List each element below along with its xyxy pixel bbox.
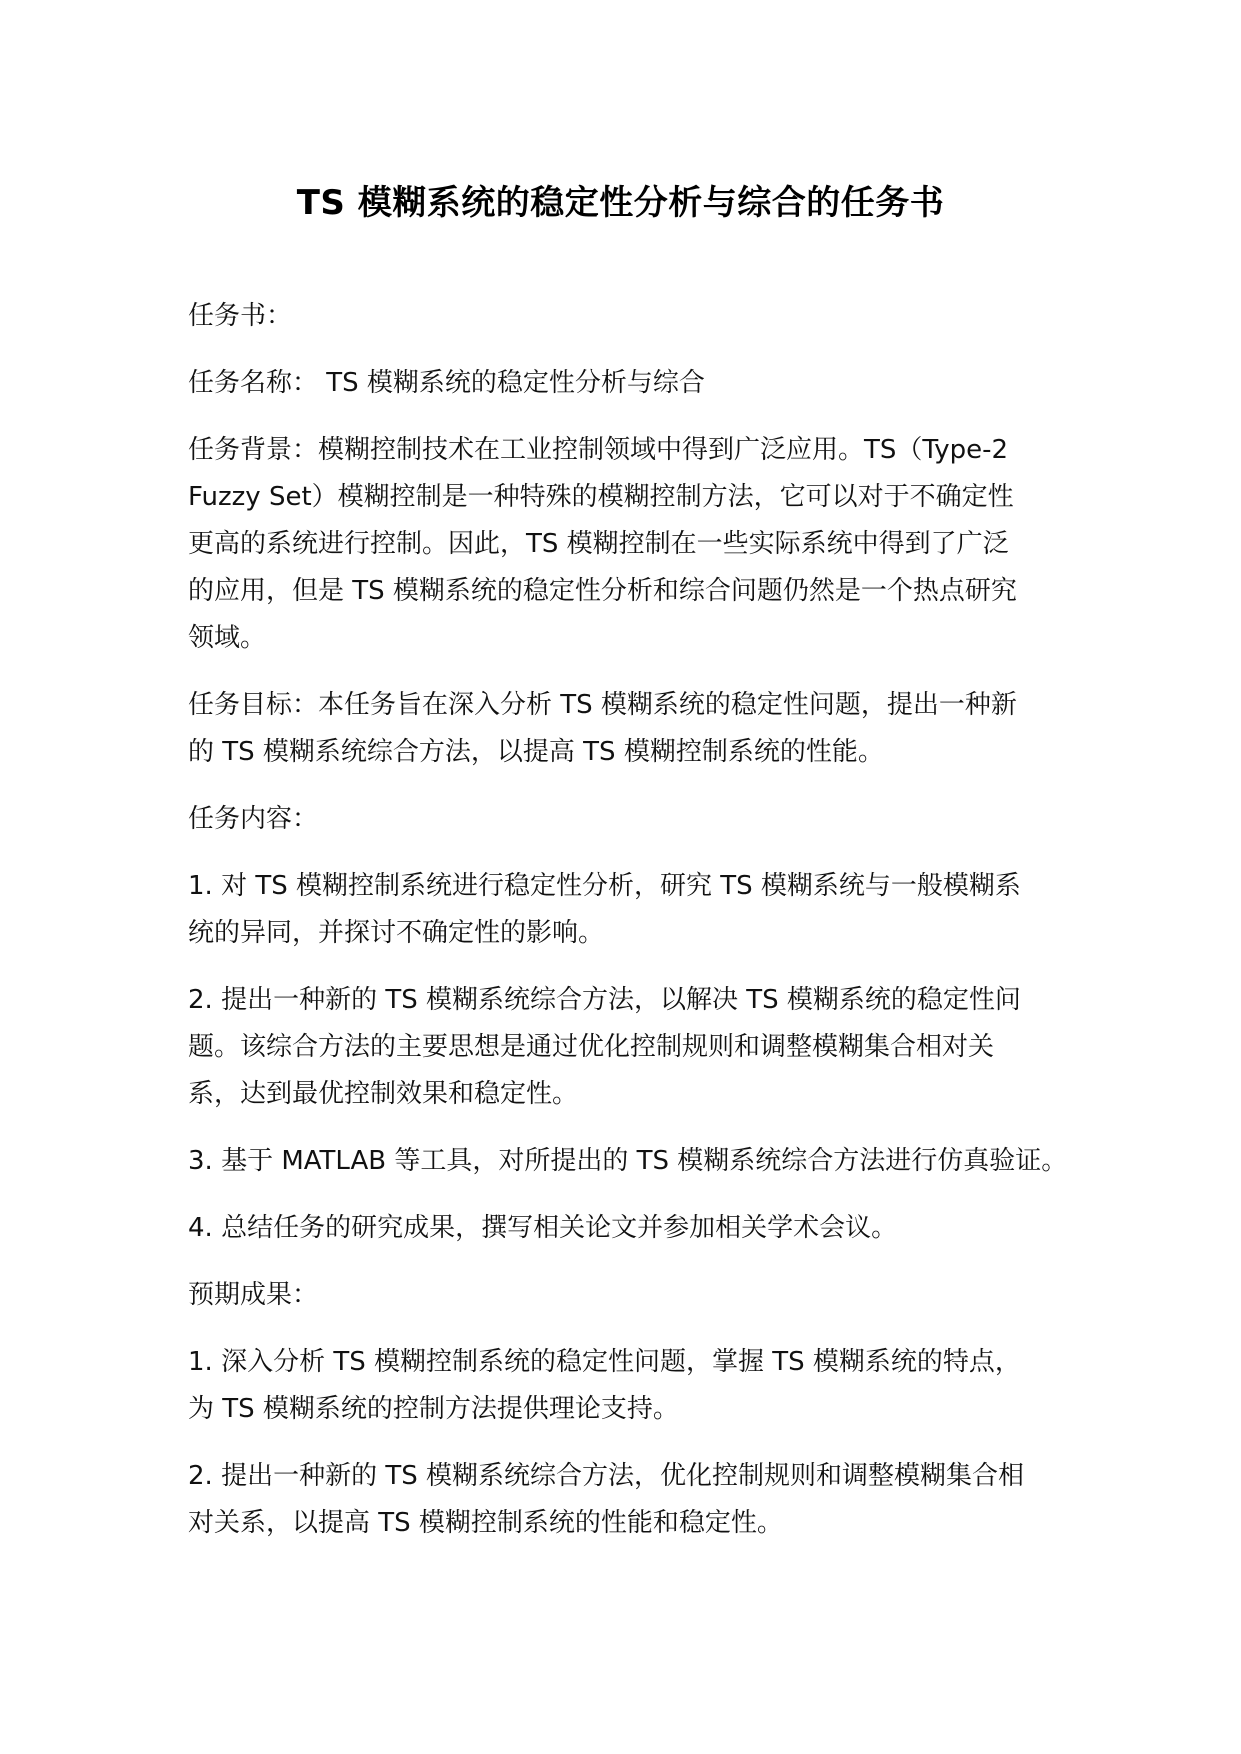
text-line: 预期成果：	[188, 1280, 319, 1310]
text-line: 任务目标：本任务旨在深入分析 TS 模糊系统的稳定性问题，提出一种新	[188, 690, 1017, 720]
text-line: 任务内容：	[188, 804, 319, 834]
text-line: 3. 基于 MATLAB 等工具，对所提出的 TS 模糊系统综合方法进行仿真验证。	[188, 1146, 1068, 1176]
paragraph	[188, 977, 1068, 1118]
text-line: 的应用，但是 TS 模糊系统的稳定性分析和综合问题仍然是一个热点研究	[188, 576, 1017, 606]
paragraph	[188, 360, 1068, 407]
paragraph	[188, 796, 1068, 843]
paragraph	[188, 1272, 1068, 1319]
text-line: 任务背景：模糊控制技术在工业控制领域中得到广泛应用。TS（Type-2	[188, 435, 1009, 465]
paragraph	[188, 1205, 1068, 1252]
paragraph	[188, 1138, 1068, 1185]
text-line: 的 TS 模糊系统综合方法，以提高 TS 模糊控制系统的性能。	[188, 737, 884, 767]
text-line: 2. 提出一种新的 TS 模糊系统综合方法，以解决 TS 模糊系统的稳定性问	[188, 985, 1021, 1015]
paragraph	[188, 1339, 1068, 1433]
paragraph	[188, 1453, 1068, 1547]
text-line: 更高的系统进行控制。因此，TS 模糊控制在一些实际系统中得到了广泛	[188, 529, 1009, 559]
paragraph	[188, 863, 1068, 957]
paragraph	[188, 427, 1068, 662]
text-line: 系，达到最优控制效果和稳定性。	[188, 1079, 579, 1109]
paragraph	[188, 682, 1068, 776]
text-line: Fuzzy Set）模糊控制是一种特殊的模糊控制方法，它可以对于不确定性	[188, 482, 1014, 512]
text-line: 1. 对 TS 模糊控制系统进行稳定性分析，研究 TS 模糊系统与一般模糊系	[188, 871, 1021, 901]
text-line: 对关系，以提高 TS 模糊控制系统的性能和稳定性。	[188, 1508, 783, 1538]
text-line: 任务书：	[188, 301, 293, 331]
text-line: 领域。	[188, 623, 267, 653]
document-title: TS 模糊系统的稳定性分析与综合的任务书	[296, 183, 945, 223]
text-line: 4. 总结任务的研究成果，撰写相关论文并参加相关学术会议。	[188, 1213, 898, 1243]
paragraph	[188, 293, 1068, 340]
text-line: 统的异同，并探讨不确定性的影响。	[188, 918, 605, 948]
text-line: 为 TS 模糊系统的控制方法提供理论支持。	[188, 1394, 679, 1424]
text-line: 1. 深入分析 TS 模糊控制系统的稳定性问题，掌握 TS 模糊系统的特点，	[188, 1347, 1021, 1377]
text-line: 题。该综合方法的主要思想是通过优化控制规则和调整模糊集合相对关	[188, 1032, 995, 1062]
text-line: 任务名称： TS 模糊系统的稳定性分析与综合	[188, 368, 705, 398]
text-line: 2. 提出一种新的 TS 模糊系统综合方法，优化控制规则和调整模糊集合相	[188, 1461, 1024, 1491]
document-body	[188, 293, 1068, 1567]
